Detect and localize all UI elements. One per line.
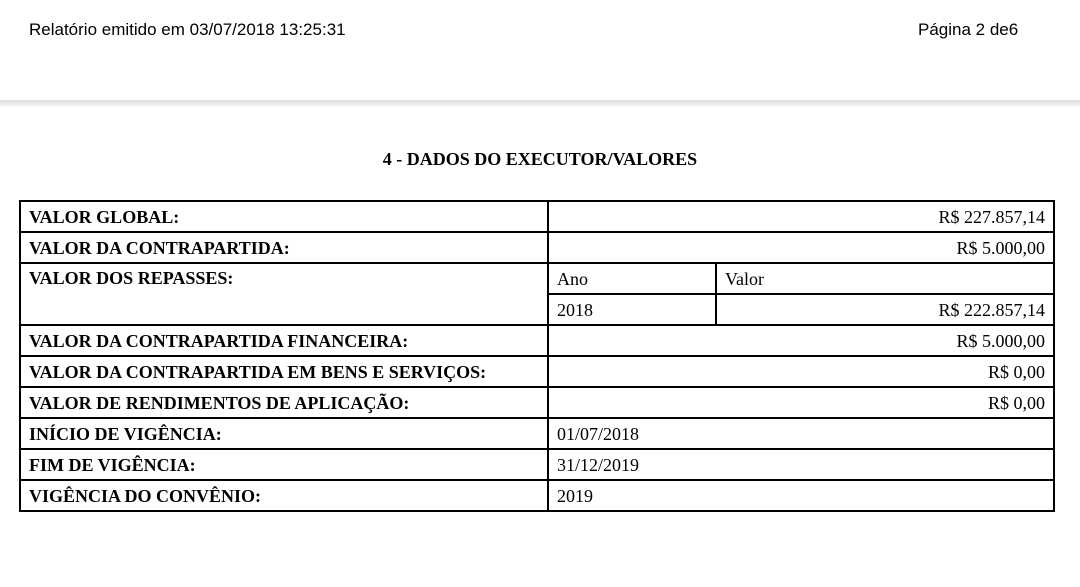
value-rendimentos: R$ 0,00	[548, 387, 1054, 418]
table-row-inicio-vigencia	[20, 418, 1054, 449]
value-vigencia-convenio: 2019	[548, 480, 1054, 511]
table-row-valor-global	[20, 201, 1054, 232]
value-valor-contrapartida: R$ 5.000,00	[548, 232, 1054, 263]
repasses-valor-value: R$ 222.857,14	[716, 294, 1054, 325]
value-contrapartida-financeira: R$ 5.000,00	[548, 325, 1054, 356]
repasses-col-valor: Valor	[716, 263, 1054, 294]
table-row-contrapartida-financeira	[20, 325, 1054, 356]
table-row-repasses-header	[20, 263, 1054, 294]
section-title: 4 - DADOS DO EXECUTOR/VALORES	[382, 149, 698, 169]
table-row-valor-contrapartida	[20, 232, 1054, 263]
repasses-col-ano: Ano	[548, 263, 716, 294]
value-valor-global: R$ 227.857,14	[548, 201, 1054, 232]
value-inicio-vigencia: 01/07/2018	[548, 418, 1054, 449]
header-divider	[0, 100, 1080, 106]
table-row-contrapartida-bens	[20, 356, 1054, 387]
table-row-fim-vigencia	[20, 449, 1054, 480]
table-row-vigencia-convenio	[20, 480, 1054, 511]
label-valor-global: VALOR GLOBAL:	[20, 201, 548, 232]
label-contrapartida-financeira: VALOR DA CONTRAPARTIDA FINANCEIRA:	[20, 325, 548, 356]
page-number: Página 2 de6	[918, 20, 1019, 39]
label-inicio-vigencia: INÍCIO DE VIGÊNCIA:	[20, 418, 548, 449]
values-table	[19, 200, 1055, 512]
report-issued-text: Relatório emitido em 03/07/2018 13:25:31	[29, 20, 346, 39]
label-contrapartida-bens: VALOR DA CONTRAPARTIDA EM BENS E SERVIÇOS:	[20, 356, 548, 387]
value-fim-vigencia: 31/12/2019	[548, 449, 1054, 480]
label-rendimentos: VALOR DE RENDIMENTOS DE APLICAÇÃO:	[20, 387, 548, 418]
repasses-ano-value: 2018	[548, 294, 716, 325]
label-valor-contrapartida: VALOR DA CONTRAPARTIDA:	[20, 232, 548, 263]
label-vigencia-convenio: VIGÊNCIA DO CONVÊNIO:	[20, 480, 548, 511]
label-fim-vigencia: FIM DE VIGÊNCIA:	[20, 449, 548, 480]
value-contrapartida-bens: R$ 0,00	[548, 356, 1054, 387]
table-row-rendimentos	[20, 387, 1054, 418]
label-valor-repasses: VALOR DOS REPASSES:	[20, 263, 548, 325]
